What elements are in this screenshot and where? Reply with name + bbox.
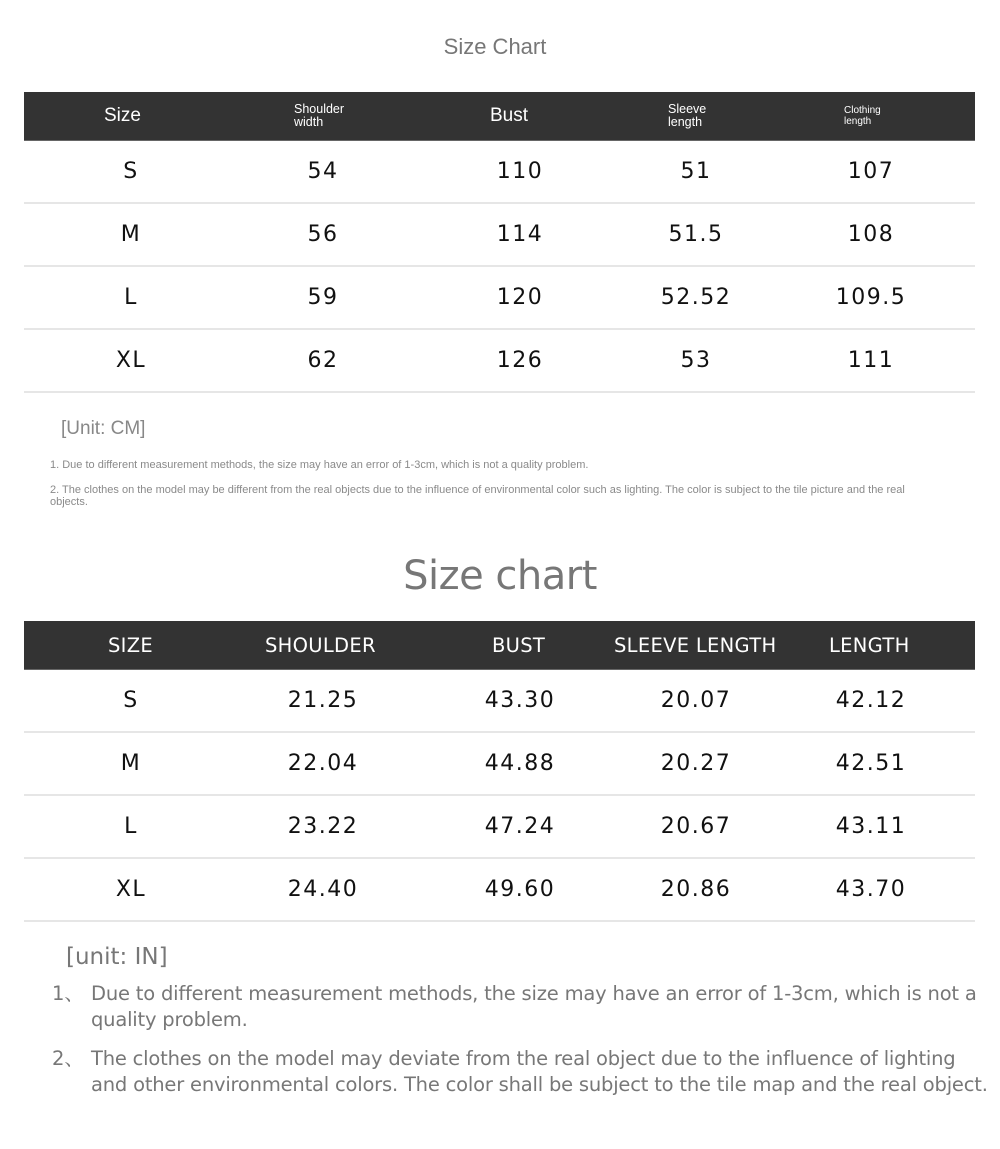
cell-shoulder: 56 <box>307 222 339 247</box>
cell-shoulder: 59 <box>307 285 339 310</box>
header-shoulder-width: Shoulder width <box>294 102 345 129</box>
cell-size: S <box>123 688 139 713</box>
size-chart-in-title: Size chart <box>403 553 597 599</box>
table-row <box>24 796 975 859</box>
cell-length: 108 <box>847 222 895 247</box>
header-length: LENGTH <box>829 633 910 657</box>
header-sleeve-length: Sleeve length <box>668 102 707 129</box>
table-row <box>24 859 975 922</box>
note-text: The clothes on the model may deviate from the real object due to the influence of lighting and other environmental colors. The color shall be subject to the tile map and the real object. <box>91 1047 988 1096</box>
header-shoulder: SHOULDER <box>265 633 376 657</box>
cell-size: XL <box>115 877 147 902</box>
cell-size: M <box>120 222 142 247</box>
table-row <box>24 670 975 733</box>
note-number: 2、 <box>52 1047 84 1070</box>
cell-sleeve: 52.52 <box>660 285 732 310</box>
unit-label-cm: [Unit: CM] <box>61 418 146 439</box>
cell-size: L <box>124 814 138 839</box>
note-text: Due to different measurement methods, the size may have an error of 1-3cm, which is not a quality problem. <box>91 982 977 1031</box>
table-row <box>24 267 975 330</box>
cell-shoulder: 54 <box>307 159 339 184</box>
cell-sleeve: 20.67 <box>660 814 732 839</box>
note-2-small: 2. The clothes on the model may be different from the real objects due to the influence of environmental color such as lighting. The color is subject to the tile picture and the real objects. <box>50 484 905 508</box>
cell-shoulder: 62 <box>307 348 339 373</box>
cell-sleeve: 53 <box>680 348 712 373</box>
cell-sleeve: 20.07 <box>660 688 732 713</box>
cell-sleeve: 51.5 <box>668 222 724 247</box>
cell-bust: 47.24 <box>484 814 556 839</box>
cell-bust: 114 <box>496 222 544 247</box>
cell-sleeve: 20.27 <box>660 751 732 776</box>
cell-bust: 110 <box>496 159 544 184</box>
cell-bust: 43.30 <box>484 688 556 713</box>
header-bust: Bust <box>490 105 529 126</box>
cell-length: 42.12 <box>835 688 907 713</box>
table-row <box>24 330 975 393</box>
cell-length: 107 <box>847 159 895 184</box>
cell-size: M <box>120 751 142 776</box>
cell-shoulder: 21.25 <box>287 688 359 713</box>
table-header <box>24 621 975 670</box>
cell-shoulder: 24.40 <box>287 877 359 902</box>
table-header <box>24 92 975 141</box>
table-row <box>24 204 975 267</box>
cell-bust: 49.60 <box>484 877 556 902</box>
cell-shoulder: 23.22 <box>287 814 359 839</box>
note-2-large <box>52 1046 992 1098</box>
cell-length: 42.51 <box>835 751 907 776</box>
cell-size: L <box>124 285 138 310</box>
size-table-cm <box>24 92 975 393</box>
header-sleeve-length: SLEEVE LENGTH <box>614 633 777 657</box>
cell-sleeve: 51 <box>680 159 712 184</box>
header-bust: BUST <box>492 633 546 657</box>
table-row <box>24 733 975 796</box>
cell-size: XL <box>115 348 147 373</box>
note-number: 1、 <box>52 982 84 1005</box>
cell-sleeve: 20.86 <box>660 877 732 902</box>
header-size: SIZE <box>108 633 154 657</box>
size-table-in <box>24 621 975 922</box>
cell-length: 43.70 <box>835 877 907 902</box>
cell-bust: 126 <box>496 348 544 373</box>
cell-bust: 44.88 <box>484 751 556 776</box>
header-clothing-length: Clothing length <box>844 105 881 127</box>
unit-label-in: [unit: IN] <box>66 944 168 970</box>
cell-length: 111 <box>847 348 895 373</box>
cell-size: S <box>123 159 139 184</box>
cell-bust: 120 <box>496 285 544 310</box>
cell-length: 43.11 <box>835 814 907 839</box>
note-1-small: 1. Due to different measurement methods, the size may have an error of 1-3cm, which is not a quality problem. <box>50 459 589 471</box>
table-row <box>24 141 975 204</box>
size-chart-cm-title: Size Chart <box>443 34 547 59</box>
note-1-large <box>52 981 992 1033</box>
header-size: Size <box>104 105 141 126</box>
cell-length: 109.5 <box>835 285 907 310</box>
cell-shoulder: 22.04 <box>287 751 359 776</box>
